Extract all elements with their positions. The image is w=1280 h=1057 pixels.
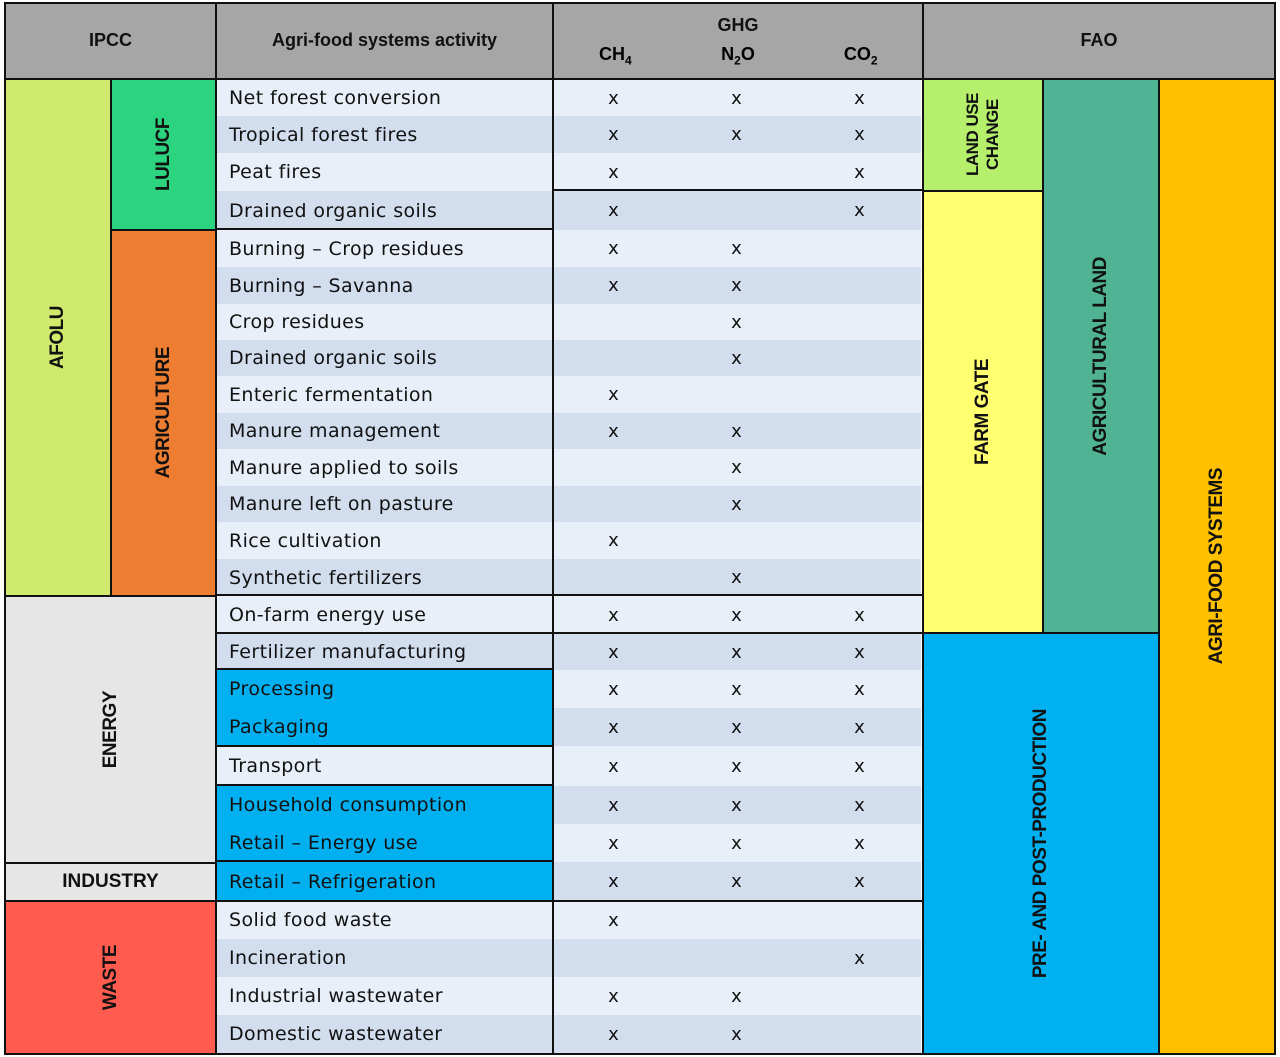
header-ghg [552, 2, 924, 80]
co2-cell [798, 267, 921, 304]
fao-pre-post-production [922, 632, 1160, 1055]
divider [215, 1053, 924, 1055]
activity-cell: Enteric fermentation [217, 376, 552, 413]
activity-cell: Crop residues [217, 304, 552, 340]
table-row [217, 230, 922, 267]
table-row [217, 449, 922, 486]
divider [215, 784, 554, 786]
table-row [217, 901, 922, 939]
activity-cell: Manure left on pasture [217, 486, 552, 522]
gas-header-0: $CH_4$ [598, 44, 632, 68]
co2-cell [798, 977, 921, 1015]
co2-cell: x [798, 786, 921, 824]
agricultural-land-label: AGRICULTURAL LAND [1090, 256, 1111, 456]
activity-cell: On-farm energy use [217, 596, 552, 634]
n2o-cell: x [675, 449, 798, 486]
co2-cell [798, 486, 921, 522]
n2o-cell: x [675, 634, 798, 670]
co2-cell [798, 449, 921, 486]
activity-cell: Peat fires [217, 153, 552, 191]
activity-cell: Burning – Savanna [217, 267, 552, 304]
activity-cell: Drained organic soils [217, 191, 552, 230]
table-row [217, 824, 922, 862]
activity-cell: Domestic wastewater [217, 1015, 552, 1053]
ch4-cell: x [552, 230, 675, 267]
ipcc-waste [4, 900, 217, 1055]
n2o-cell [675, 901, 798, 939]
divider [215, 900, 924, 902]
activity-cell: Manure management [217, 413, 552, 449]
activity-cell: Household consumption [217, 786, 552, 824]
agri-food-systems-label: AGRI-FOOD SYSTEMS [1206, 468, 1227, 665]
table-row [217, 1015, 922, 1053]
gas-header-1: $N_2O$ [721, 44, 755, 68]
ch4-cell: x [552, 670, 675, 708]
lulucf-label: LULUCF [152, 118, 174, 191]
n2o-cell: x [675, 824, 798, 862]
ipcc-agriculture [110, 229, 217, 597]
table-row [217, 80, 922, 116]
divider [215, 78, 217, 1055]
activity-cell: Incineration [217, 939, 552, 977]
table-row [217, 670, 922, 708]
n2o-cell [675, 939, 798, 977]
ch4-cell: x [552, 413, 675, 449]
n2o-cell: x [675, 413, 798, 449]
n2o-cell: x [675, 116, 798, 153]
activity-cell: Drained organic soils [217, 340, 552, 376]
activity-cell: Industrial wastewater [217, 977, 552, 1015]
n2o-cell: x [675, 267, 798, 304]
ch4-cell: x [552, 708, 675, 746]
co2-cell [798, 376, 921, 413]
activity-cell: Manure applied to soils [217, 449, 552, 486]
activity-cell: Packaging [217, 708, 552, 746]
activity-cell: Solid food waste [217, 901, 552, 939]
ch4-cell: x [552, 977, 675, 1015]
fao-agri-food-systems [1158, 78, 1276, 1055]
header-ghg-label: GHG [717, 15, 759, 35]
ch4-cell: x [552, 901, 675, 939]
divider [215, 228, 554, 230]
activity-cell: Tropical forest fires [217, 116, 552, 153]
ch4-cell: x [552, 862, 675, 901]
n2o-cell: x [675, 977, 798, 1015]
afolu-label: AFOLU [47, 306, 68, 369]
co2-cell: x [798, 862, 921, 901]
co2-cell: x [798, 634, 921, 670]
ch4-cell [552, 559, 675, 596]
n2o-cell: x [675, 670, 798, 708]
table-row [217, 153, 922, 191]
n2o-cell: x [675, 80, 798, 116]
divider [552, 189, 924, 191]
land-use-change-label: LAND USE CHANGE [963, 93, 1002, 177]
table-row [217, 304, 922, 340]
n2o-cell: x [675, 786, 798, 824]
n2o-cell: x [675, 559, 798, 596]
co2-cell [798, 340, 921, 376]
co2-cell: x [798, 824, 921, 862]
n2o-cell: x [675, 746, 798, 786]
ch4-cell: x [552, 116, 675, 153]
n2o-cell [675, 153, 798, 191]
energy-label: ENERGY [99, 690, 121, 769]
co2-cell: x [798, 80, 921, 116]
n2o-cell [675, 191, 798, 230]
ch4-cell [552, 939, 675, 977]
n2o-cell: x [675, 340, 798, 376]
co2-cell [798, 413, 921, 449]
fao-agricultural-land [1042, 78, 1160, 634]
table-row [217, 340, 922, 376]
ch4-cell [552, 304, 675, 340]
co2-cell: x [798, 191, 921, 230]
co2-cell [798, 230, 921, 267]
divider [552, 78, 554, 1055]
header-activity [215, 2, 554, 80]
waste-label: WASTE [99, 944, 121, 1011]
table-row [217, 267, 922, 304]
ch4-cell: x [552, 153, 675, 191]
ch4-cell: x [552, 267, 675, 304]
ch4-cell [552, 449, 675, 486]
table-row [217, 376, 922, 413]
co2-cell [798, 559, 921, 596]
n2o-cell: x [675, 862, 798, 901]
co2-cell [798, 522, 921, 559]
ch4-cell: x [552, 824, 675, 862]
co2-cell: x [798, 116, 921, 153]
header-ipcc-label: IPCC [88, 30, 132, 51]
ch4-cell: x [552, 786, 675, 824]
table-row [217, 708, 922, 746]
ch4-cell: x [552, 634, 675, 670]
header-ipcc [4, 2, 217, 80]
co2-cell: x [798, 153, 921, 191]
n2o-cell [675, 522, 798, 559]
n2o-cell: x [675, 304, 798, 340]
ipcc-afolu [4, 78, 112, 597]
table-row [217, 786, 922, 824]
ch4-cell: x [552, 522, 675, 559]
table-row [217, 486, 922, 522]
activity-cell: Rice cultivation [217, 522, 552, 559]
n2o-cell [675, 376, 798, 413]
ch4-cell [552, 486, 675, 522]
divider [215, 745, 554, 747]
activity-cell: Burning – Crop residues [217, 230, 552, 267]
table-row [217, 191, 922, 230]
ch4-cell: x [552, 746, 675, 786]
ch4-cell: x [552, 191, 675, 230]
table-row [217, 977, 922, 1015]
agriculture-label: AGRICULTURE [152, 347, 174, 479]
n2o-cell: x [675, 596, 798, 634]
n2o-cell: x [675, 486, 798, 522]
header-activity-label: Agri-food systems activity [271, 30, 498, 51]
n2o-cell: x [675, 708, 798, 746]
co2-cell: x [798, 746, 921, 786]
table-row [217, 634, 922, 670]
table-row [217, 413, 922, 449]
co2-cell [798, 304, 921, 340]
pre-post-production-label: PRE- AND POST-PRODUCTION [1030, 708, 1051, 979]
table-row [217, 746, 922, 786]
ipcc-energy [4, 595, 217, 864]
co2-cell: x [798, 670, 921, 708]
divider [215, 632, 924, 634]
ch4-cell: x [552, 1015, 675, 1053]
activity-cell: Processing [217, 670, 552, 708]
header-fao-label: FAO [1080, 30, 1118, 51]
table-row [217, 522, 922, 559]
ch4-cell [552, 340, 675, 376]
gas-header-2: $CO_2$ [843, 44, 878, 68]
n2o-cell: x [675, 230, 798, 267]
farm-gate-label: FARM GATE [972, 359, 993, 465]
table-row [217, 559, 922, 596]
activity-cell: Transport [217, 746, 552, 786]
ch4-cell: x [552, 596, 675, 634]
divider [215, 594, 924, 596]
gas-headers [554, 44, 922, 68]
table-row [217, 116, 922, 153]
n2o-cell: x [675, 1015, 798, 1053]
ipcc-lulucf [110, 78, 217, 231]
co2-cell: x [798, 596, 921, 634]
fao-farm-gate [922, 190, 1044, 634]
ch4-cell: x [552, 80, 675, 116]
co2-cell [798, 1015, 921, 1053]
industry-label: INDUSTRY [62, 871, 159, 892]
co2-cell: x [798, 939, 921, 977]
table-row [217, 862, 922, 901]
divider [215, 668, 554, 670]
activity-cell: Fertilizer manufacturing [217, 634, 552, 670]
activity-cell: Retail – Refrigeration [217, 862, 552, 901]
co2-cell: x [798, 708, 921, 746]
activity-cell: Retail – Energy use [217, 824, 552, 862]
activity-cell: Net forest conversion [217, 80, 552, 116]
divider [215, 860, 554, 862]
ipcc-industry [4, 862, 217, 902]
ch4-cell: x [552, 376, 675, 413]
table-row [217, 596, 922, 634]
fao-land-use-change [922, 78, 1044, 192]
table-row [217, 939, 922, 977]
activity-cell: Synthetic fertilizers [217, 559, 552, 596]
co2-cell [798, 901, 921, 939]
header-fao [922, 2, 1276, 80]
